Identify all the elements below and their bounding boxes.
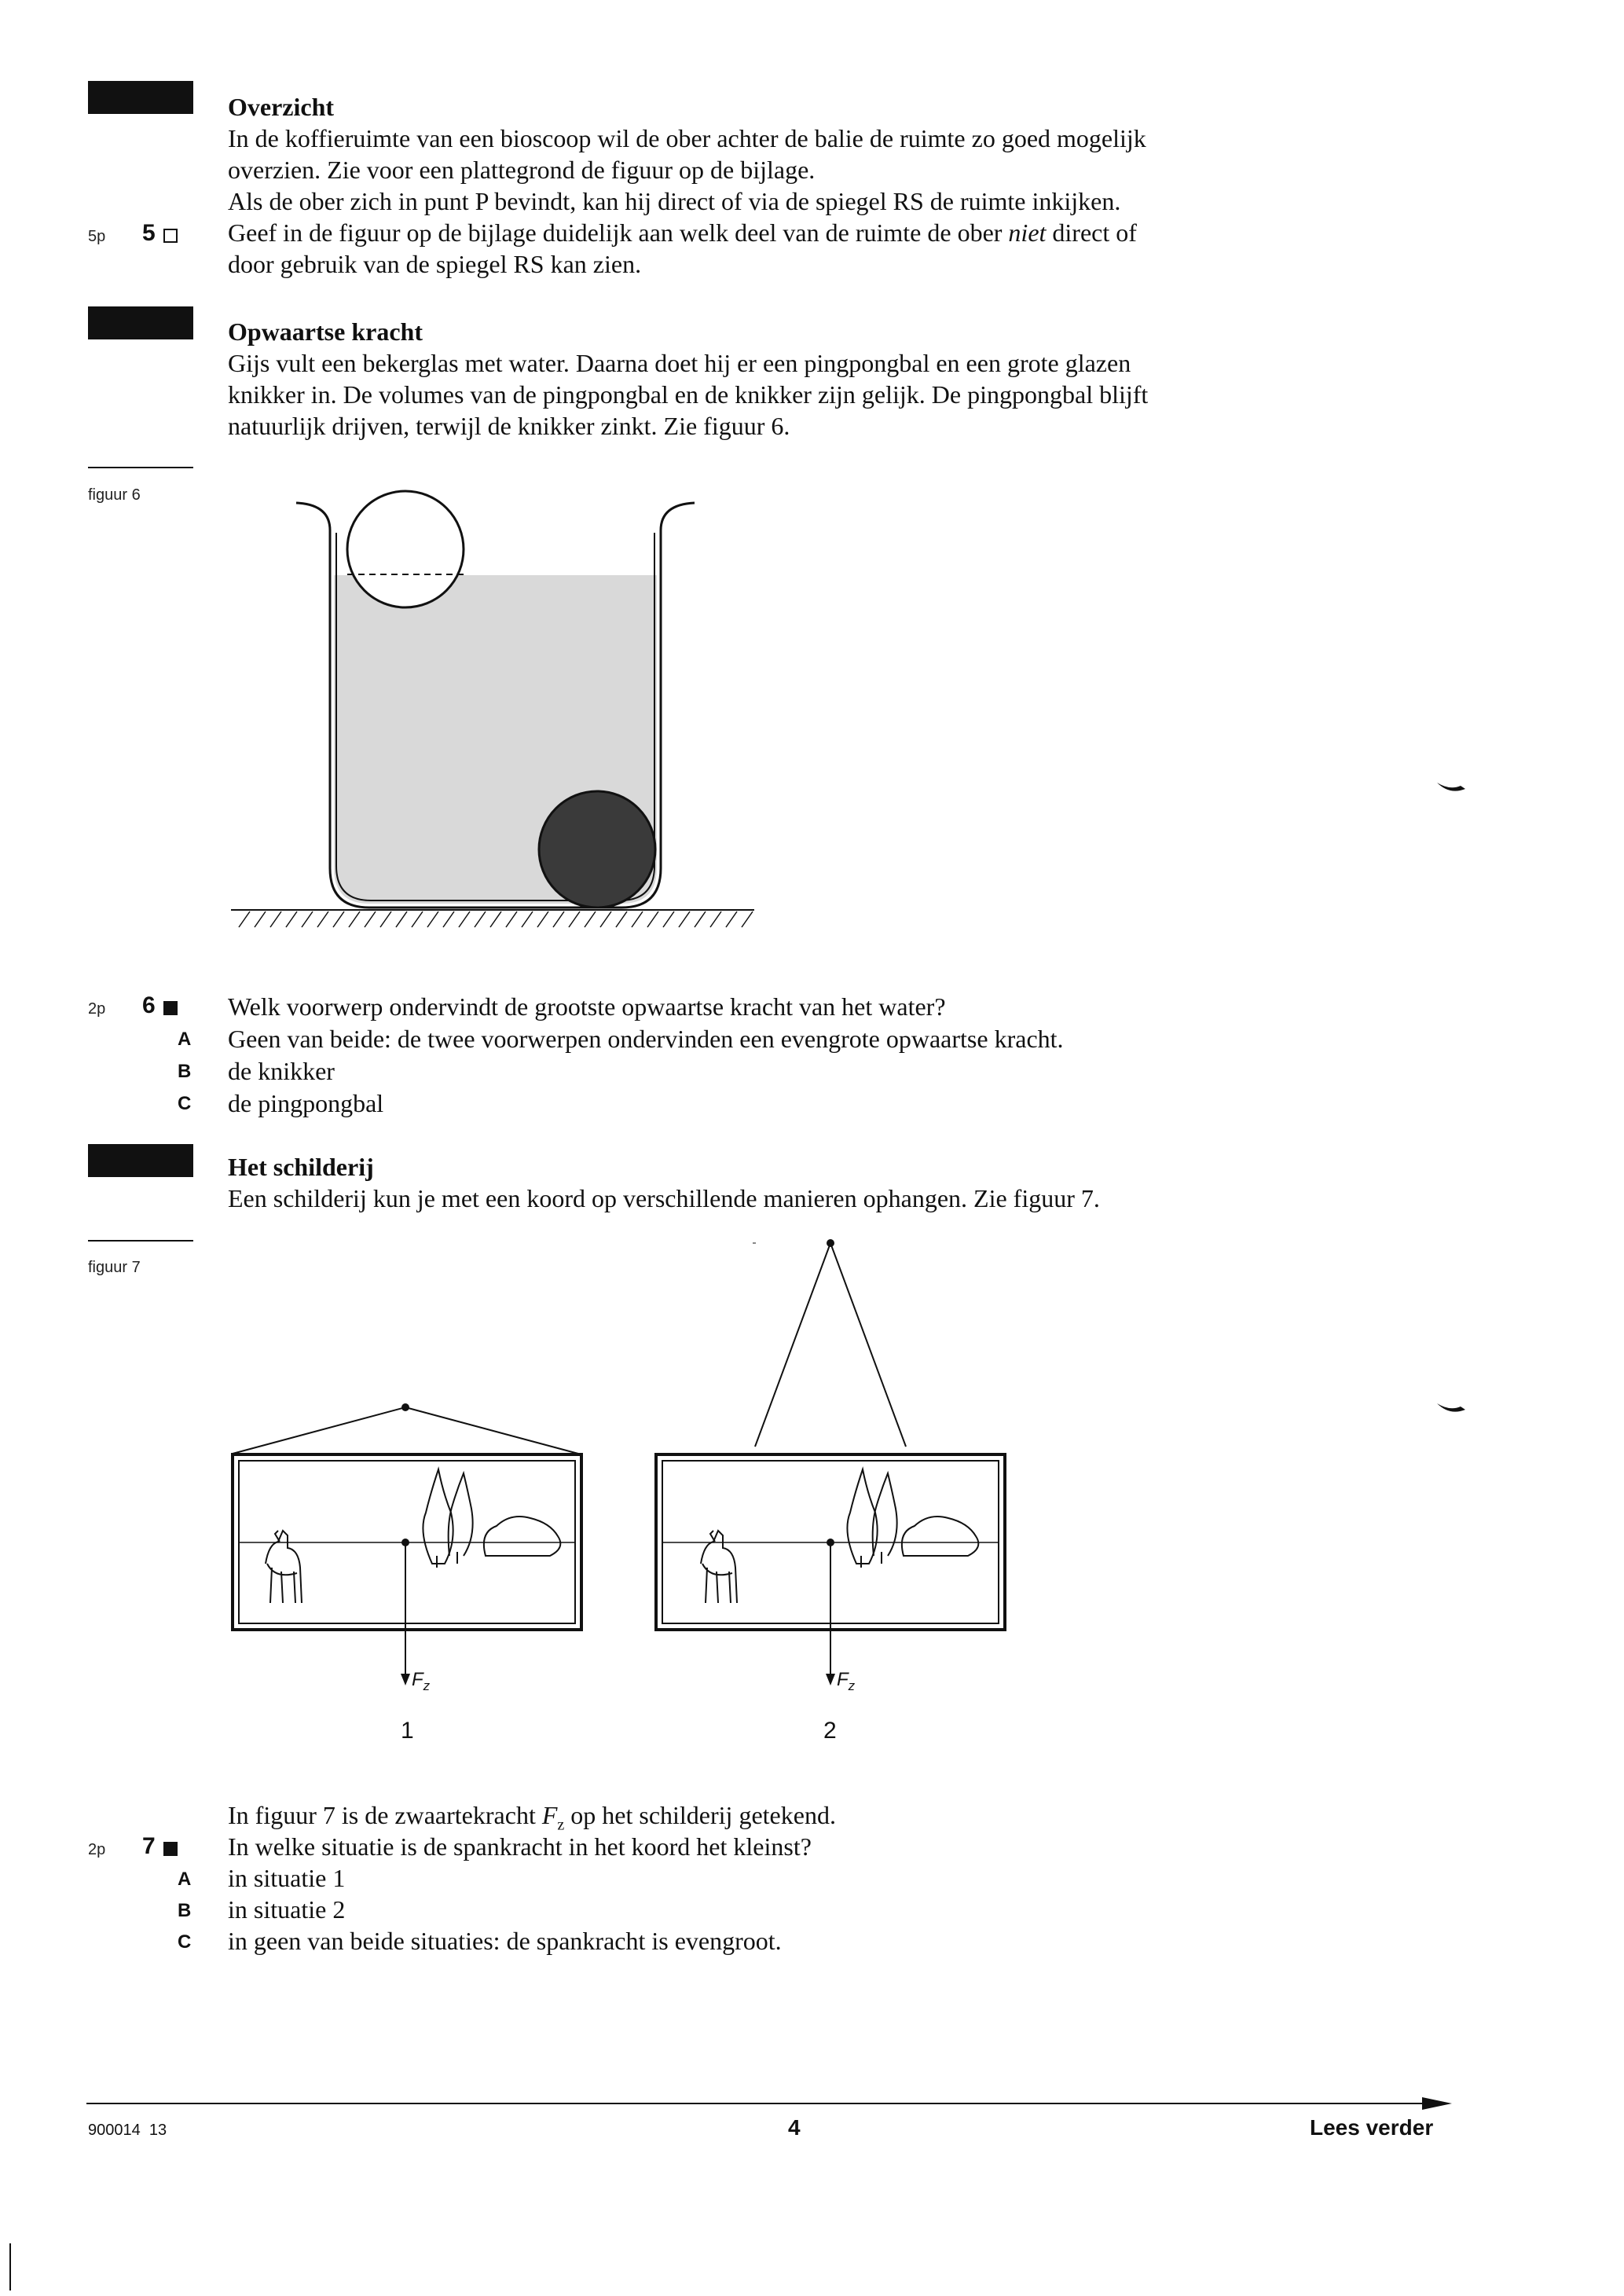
cord [233,1407,405,1454]
body-line: Een schilderij kun je met een koord op verschillende manieren ophangen. Zie figuur 7. [228,1184,1100,1212]
force-label: $F_z$ [412,1669,431,1693]
situation-2 [656,1239,1005,1744]
body-line: Als de ober zich in punt P bevindt, kan hij direct of via de spiegel RS de ruimte inkijken. [228,187,1121,215]
option-text: Geen van beide: de twee voorwerpen ondervinden een evengrote opwaartse kracht. [228,1025,1064,1053]
exam-code: 900014 13 [88,2122,167,2139]
nail [401,1403,409,1411]
scan-edge-mark [9,2243,11,2290]
question-text: door gebruik van de spiegel RS kan zien. [228,250,642,278]
cord [830,1243,906,1447]
option-text: in situatie 2 [228,1895,346,1924]
option-text: in geen van beide situaties: de spankracht is evengroot. [228,1927,782,1955]
figure-intro: In figuur 7 is de zwaartekracht $F_z$ op het schilderij getekend. [228,1801,836,1834]
multiple-choice-square-icon [163,1001,178,1015]
option-letter: B [178,1900,192,1921]
option-letter: A [178,1029,192,1050]
situation-1 [233,1403,581,1744]
section-marker [88,306,193,339]
body-line: In de koffieruimte van een bioscoop wil de ober achter de balie de ruimte zo goed mogelijk [228,124,1146,152]
section-title: Opwaartse kracht [228,317,423,346]
body-line: overzien. Zie voor een plattegrond de figuur op de bijlage. [228,156,816,184]
section-title: Overzicht [228,93,335,121]
question-text: Welk voorwerp ondervindt de grootste opwaartse kracht van het water? [228,992,946,1021]
section-marker [88,81,193,114]
question-number: 6 [142,992,156,1018]
next-page-label: Lees verder [1310,2115,1434,2140]
painting-figure [220,1234,1021,1760]
situation-label: 1 [401,1718,414,1744]
footer-arrow-rule [86,2094,1454,2113]
beaker-figure [220,456,770,943]
option-letter: B [178,1061,192,1082]
question-points: 2p [88,1841,106,1858]
scan-mark-icon [1434,1399,1473,1422]
force-label: $F_z$ [837,1669,856,1693]
multiple-choice-square-icon [163,1842,178,1856]
question-number: 7 [142,1833,156,1859]
question-text: Geef in de figuur op de bijlage duidelijk aan welk deel van de ruimte de ober niet direct of [228,218,1137,247]
question-number: 5 [142,220,156,246]
situation-label: 2 [823,1718,837,1744]
pingpong-ball [347,491,464,607]
figure-label: figuur 6 [88,486,141,504]
table-hatching [239,911,753,927]
option-text: de knikker [228,1057,335,1085]
option-letter: C [178,1931,192,1953]
body-line: Gijs vult een bekerglas met water. Daarna doet hij er een pingpongbal en een grote glazen [228,349,1131,377]
option-text: in situatie 1 [228,1864,346,1892]
scan-mark-icon [1434,778,1473,801]
option-text: de pingpongbal [228,1089,384,1117]
body-line: knikker in. De volumes van de pingpongbal en de knikker zijn gelijk. De pingpongbal blijft [228,380,1149,409]
section-title: Het schilderij [228,1153,374,1181]
page-number: 4 [788,2115,801,2140]
figure-rule [88,467,193,468]
section-marker [88,1144,193,1177]
figure-rule [88,1240,193,1242]
open-question-checkbox-icon [163,229,178,243]
option-letter: C [178,1093,192,1114]
question-points: 5p [88,228,106,245]
option-letter: A [178,1869,192,1890]
question-text: In welke situatie is de spankracht in het koord het kleinst? [228,1832,812,1861]
figure-label: figuur 7 [88,1259,141,1276]
cord [755,1243,830,1447]
cord [405,1407,578,1454]
question-points: 2p [88,1000,106,1018]
marble [539,791,655,908]
body-line: natuurlijk drijven, terwijl de knikker zinkt. Zie figuur 6. [228,412,790,440]
